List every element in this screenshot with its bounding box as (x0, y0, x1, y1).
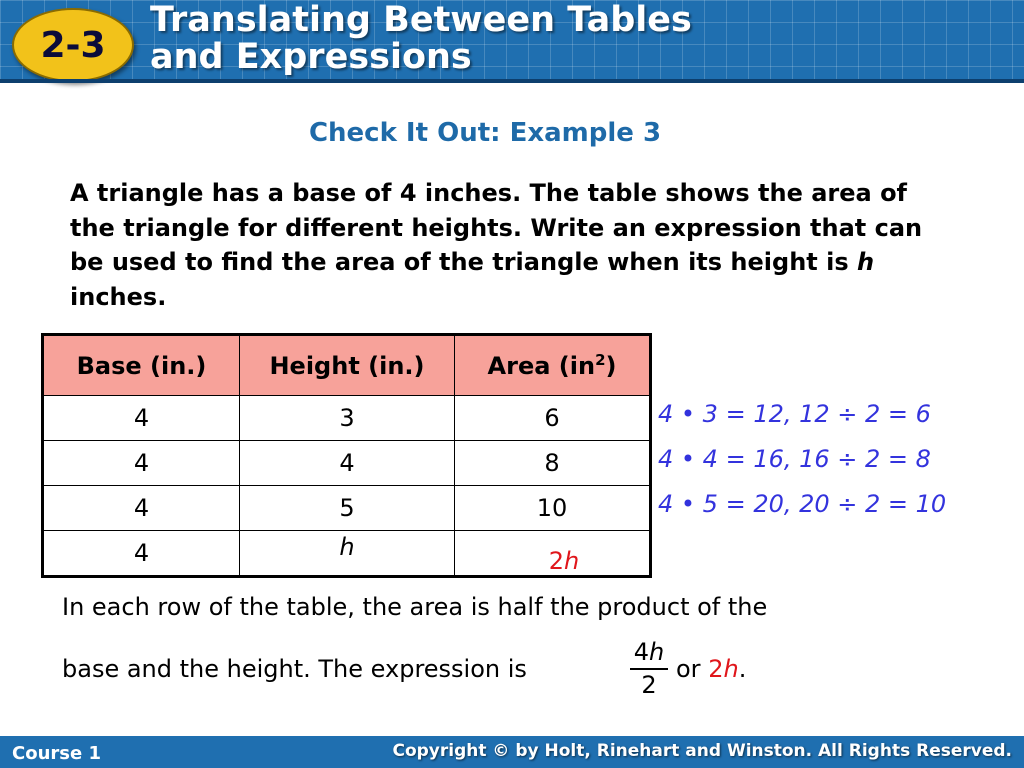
cell-base: 4 (43, 396, 240, 441)
answer-expression (708, 655, 739, 683)
cell-height-variable: h (339, 533, 355, 561)
cell-base: 4 (43, 486, 240, 531)
cell-height: 5 (240, 486, 455, 531)
numerator-variable: h (649, 638, 665, 666)
header-area-exponent: 2 (595, 351, 606, 369)
header-base: Base (in.) (43, 335, 240, 396)
course-label: Course 1 (12, 743, 101, 764)
explanation-line-1: In each row of the table, the area is half the product of the (62, 593, 768, 621)
fraction-denominator: 2 (641, 671, 657, 699)
cell-area: 8 (455, 441, 651, 486)
numerator-coefficient: 4 (633, 638, 650, 666)
copyright-notice: Copyright © by Holt, Rinehart and Winston. All Rights Reserved. (392, 741, 1012, 761)
title-line-2: and Expressions (150, 37, 472, 77)
cell-height: 3 (240, 396, 455, 441)
slide-subtitle: Check It Out: Example 3 (308, 118, 662, 148)
cell-height: 4 (240, 441, 455, 486)
cell-height (240, 531, 455, 577)
cell-base: 4 (43, 441, 240, 486)
or-word: or (676, 655, 701, 683)
cell-area: 10 (455, 486, 651, 531)
table-row (43, 441, 651, 486)
data-table (41, 333, 652, 578)
lesson-badge: 2-3 (12, 8, 134, 82)
answer-variable: h (564, 547, 580, 575)
lesson-title (150, 2, 692, 76)
header-area-close: ) (605, 352, 617, 380)
cell-area (455, 531, 651, 577)
explanation-line-2: base and the height. The expression is (62, 655, 527, 683)
problem-statement (70, 176, 960, 314)
header-height: Height (in.) (240, 335, 455, 396)
calculation-line: 4 • 4 = 16, 16 ÷ 2 = 8 (658, 445, 931, 473)
sentence-period: . (738, 655, 747, 683)
simplified-expression (676, 655, 746, 683)
header-area (455, 335, 651, 396)
answer-coefficient: 2 (708, 655, 724, 683)
problem-variable: h (856, 248, 875, 276)
title-line-1: Translating Between Tables (150, 0, 692, 40)
problem-text: A triangle has a base of 4 inches. The table shows the area of the triangle for different heights. Write an expression that can be used to find the area of the triangle when its height is (70, 179, 923, 276)
header-area-label: Area (in (487, 352, 596, 380)
cell-area: 6 (455, 396, 651, 441)
calculation-line: 4 • 5 = 20, 20 ÷ 2 = 10 (658, 490, 947, 518)
answer-variable: h (723, 655, 739, 683)
fraction-numerator (630, 638, 668, 670)
answer-coefficient: 2 (548, 547, 565, 575)
header-bar (0, 0, 1024, 83)
table-row (43, 486, 651, 531)
fraction-expression (630, 638, 668, 700)
table-row (43, 396, 651, 441)
footer-bar (0, 736, 1024, 768)
problem-text-end: inches. (70, 282, 167, 311)
table-header-row (43, 335, 651, 396)
cell-base: 4 (43, 531, 240, 577)
calculation-line: 4 • 3 = 12, 12 ÷ 2 = 6 (658, 400, 931, 428)
table-row (43, 531, 651, 577)
cell-area-answer (549, 547, 580, 575)
